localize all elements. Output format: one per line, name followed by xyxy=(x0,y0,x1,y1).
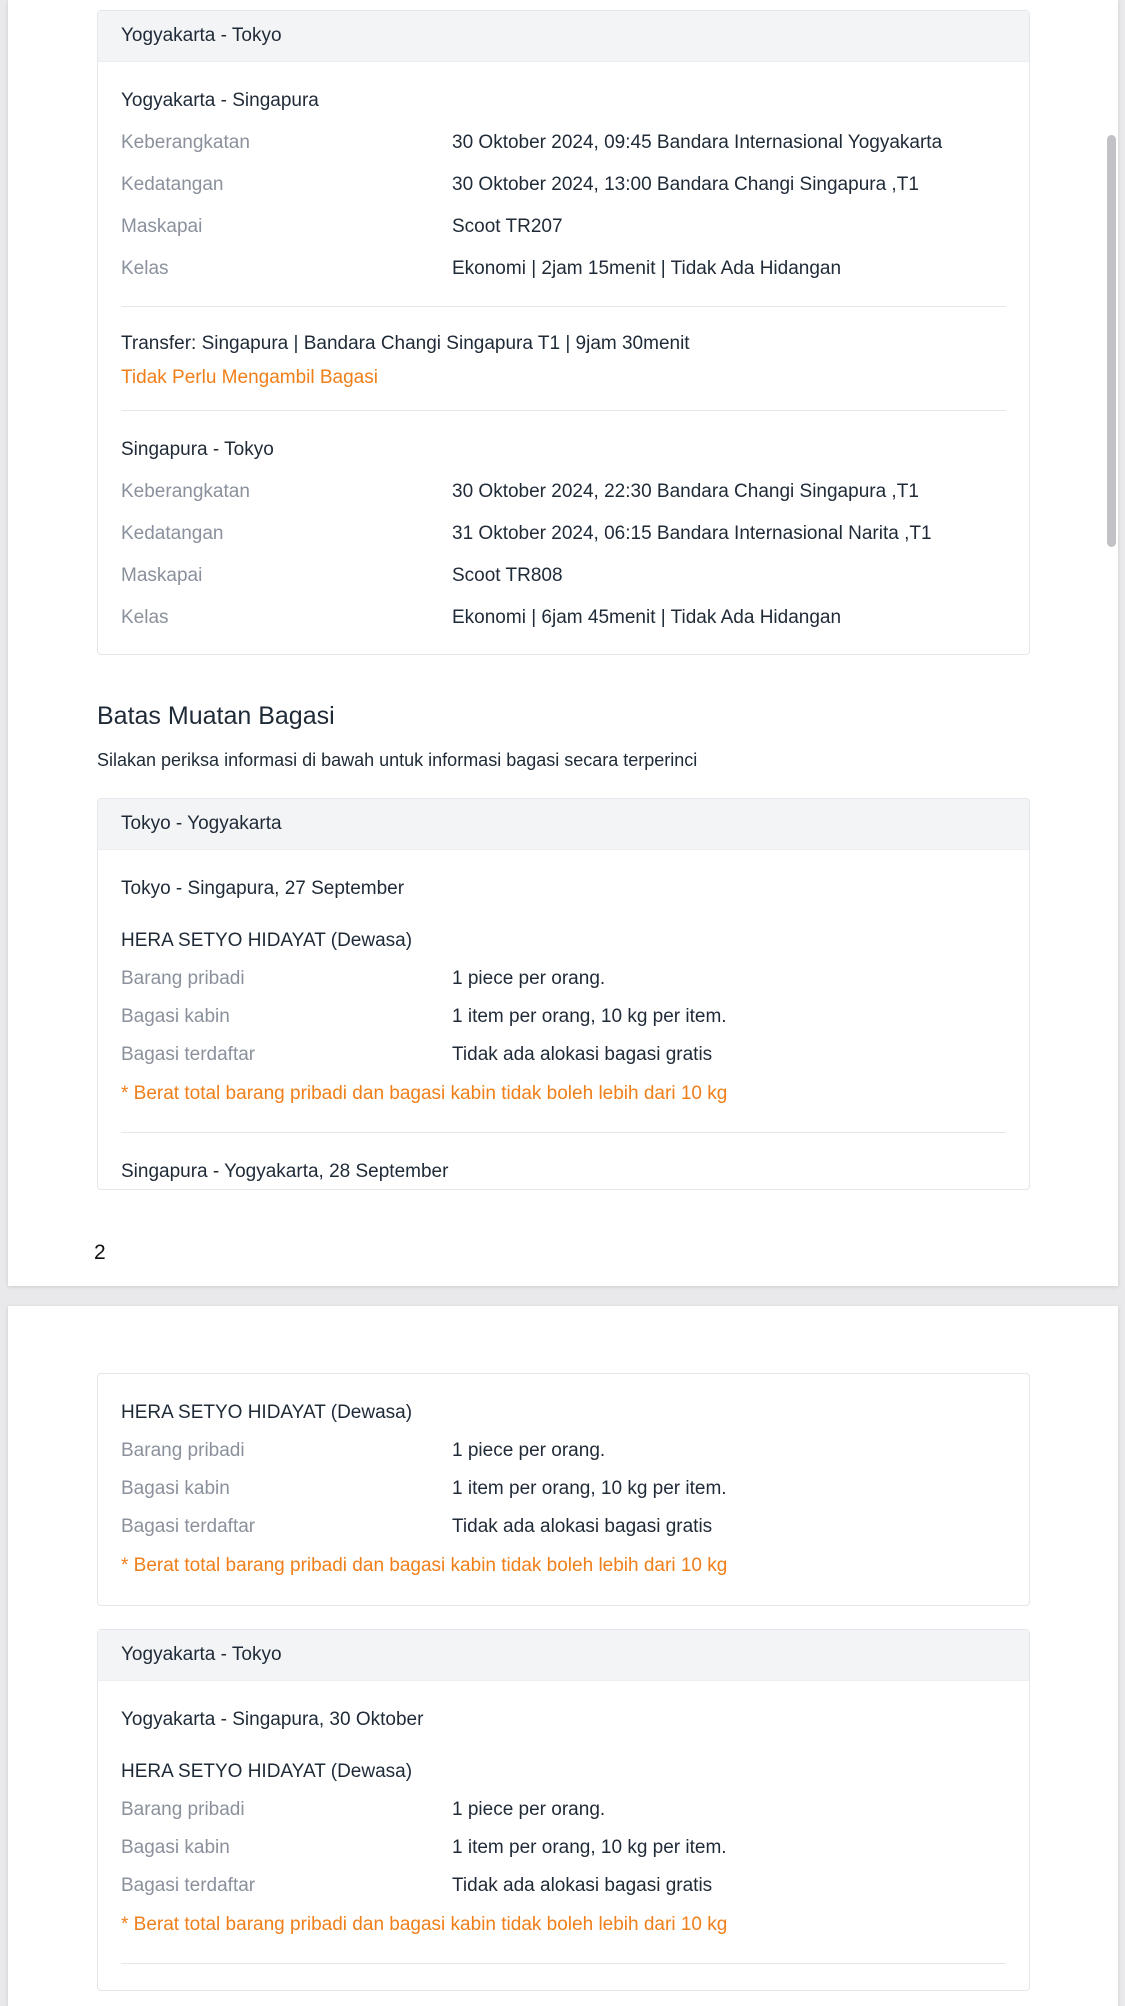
detail-value: Ekonomi | 2jam 15menit | Tidak Ada Hidangan xyxy=(452,258,842,279)
baggage-row xyxy=(121,1006,1006,1028)
baggage-value: Tidak ada alokasi bagasi gratis xyxy=(452,1516,713,1537)
segment-title: Tokyo - Singapura, 27 September xyxy=(121,878,405,899)
page-2 xyxy=(8,1306,1118,2006)
detail-row xyxy=(121,523,1006,545)
detail-value: 30 Oktober 2024, 09:45 Bandara Internasional Yogyakarta xyxy=(452,132,943,153)
detail-label: Kedatangan xyxy=(121,174,224,195)
baggage-label: Barang pribadi xyxy=(121,1440,245,1461)
detail-row xyxy=(121,258,1006,280)
transfer-note: Tidak Perlu Mengambil Bagasi xyxy=(121,367,378,388)
baggage-value: Tidak ada alokasi bagasi gratis xyxy=(452,1044,713,1065)
detail-label: Kedatangan xyxy=(121,523,224,544)
baggage-card-header: Yogyakarta - Tokyo xyxy=(98,1630,1029,1681)
passenger-name: HERA SETYO HIDAYAT (Dewasa) xyxy=(121,1402,413,1423)
detail-row xyxy=(121,607,1006,629)
detail-label: Maskapai xyxy=(121,565,203,586)
baggage-row xyxy=(121,1799,1006,1821)
baggage-value: 1 item per orang, 10 kg per item. xyxy=(452,1837,727,1858)
page-1 xyxy=(8,0,1118,1286)
detail-label: Kelas xyxy=(121,258,169,279)
baggage-card-header: Tokyo - Yogyakarta xyxy=(98,799,1029,850)
baggage-row xyxy=(121,1044,1006,1066)
baggage-label: Bagasi terdaftar xyxy=(121,1044,256,1065)
detail-label: Maskapai xyxy=(121,216,203,237)
scrollbar[interactable] xyxy=(1104,0,1118,1286)
baggage-card xyxy=(97,1373,1030,1606)
baggage-label: Barang pribadi xyxy=(121,1799,245,1820)
baggage-label: Bagasi kabin xyxy=(121,1006,230,1027)
baggage-card xyxy=(97,798,1030,1190)
detail-value: 31 Oktober 2024, 06:15 Bandara Internasional Narita ,T1 xyxy=(452,523,932,544)
detail-row xyxy=(121,216,1006,238)
segment-title: Singapura - Yogyakarta, 28 September xyxy=(121,1161,449,1182)
detail-value: Scoot TR207 xyxy=(452,216,563,237)
baggage-weight-note: * Berat total barang pribadi dan bagasi kabin tidak boleh lebih dari 10 kg xyxy=(121,1555,728,1576)
detail-label: Kelas xyxy=(121,607,169,628)
divider xyxy=(121,410,1006,411)
leg-title: Yogyakarta - Singapura xyxy=(121,90,319,111)
detail-row xyxy=(121,481,1006,503)
baggage-row xyxy=(121,1440,1006,1462)
itinerary-card-header: Yogyakarta - Tokyo xyxy=(98,11,1029,62)
detail-row xyxy=(121,565,1006,587)
baggage-value: Tidak ada alokasi bagasi gratis xyxy=(452,1875,713,1896)
divider xyxy=(121,306,1006,307)
baggage-weight-note: * Berat total barang pribadi dan bagasi kabin tidak boleh lebih dari 10 kg xyxy=(121,1914,728,1935)
baggage-label: Bagasi kabin xyxy=(121,1837,230,1858)
page-number: 2 xyxy=(94,1241,106,1264)
detail-row xyxy=(121,174,1006,196)
baggage-row xyxy=(121,1875,1006,1897)
baggage-value: 1 item per orang, 10 kg per item. xyxy=(452,1006,727,1027)
segment-title: Yogyakarta - Singapura, 30 Oktober xyxy=(121,1709,424,1730)
detail-label: Keberangkatan xyxy=(121,132,250,153)
detail-label: Keberangkatan xyxy=(121,481,250,502)
detail-row xyxy=(121,132,1006,154)
baggage-row xyxy=(121,1478,1006,1500)
baggage-card xyxy=(97,1629,1030,1991)
baggage-value: 1 piece per orang. xyxy=(452,1799,606,1820)
detail-value: 30 Oktober 2024, 13:00 Bandara Changi Singapura ,T1 xyxy=(452,174,919,195)
leg-title: Singapura - Tokyo xyxy=(121,439,274,460)
detail-value: 30 Oktober 2024, 22:30 Bandara Changi Singapura ,T1 xyxy=(452,481,919,502)
divider xyxy=(121,1963,1006,1964)
baggage-section-description: Silakan periksa informasi di bawah untuk informasi bagasi secara terperinci xyxy=(97,750,698,770)
baggage-value: 1 piece per orang. xyxy=(452,968,606,989)
baggage-label: Bagasi kabin xyxy=(121,1478,230,1499)
baggage-label: Bagasi terdaftar xyxy=(121,1516,256,1537)
baggage-row xyxy=(121,1837,1006,1859)
baggage-label: Barang pribadi xyxy=(121,968,245,989)
baggage-label: Bagasi terdaftar xyxy=(121,1875,256,1896)
baggage-value: 1 item per orang, 10 kg per item. xyxy=(452,1478,727,1499)
detail-value: Scoot TR808 xyxy=(452,565,563,586)
divider xyxy=(121,1132,1006,1133)
transfer-info: Transfer: Singapura | Bandara Changi Singapura T1 | 9jam 30menit xyxy=(121,333,690,354)
baggage-weight-note: * Berat total barang pribadi dan bagasi kabin tidak boleh lebih dari 10 kg xyxy=(121,1083,728,1104)
baggage-section-title: Batas Muatan Bagasi xyxy=(97,702,335,730)
itinerary-card xyxy=(97,10,1030,655)
baggage-row xyxy=(121,968,1006,990)
scrollbar-thumb[interactable] xyxy=(1107,135,1116,547)
detail-value: Ekonomi | 6jam 45menit | Tidak Ada Hidangan xyxy=(452,607,842,628)
passenger-name: HERA SETYO HIDAYAT (Dewasa) xyxy=(121,1761,413,1782)
baggage-row xyxy=(121,1516,1006,1538)
baggage-value: 1 piece per orang. xyxy=(452,1440,606,1461)
passenger-name: HERA SETYO HIDAYAT (Dewasa) xyxy=(121,930,413,951)
